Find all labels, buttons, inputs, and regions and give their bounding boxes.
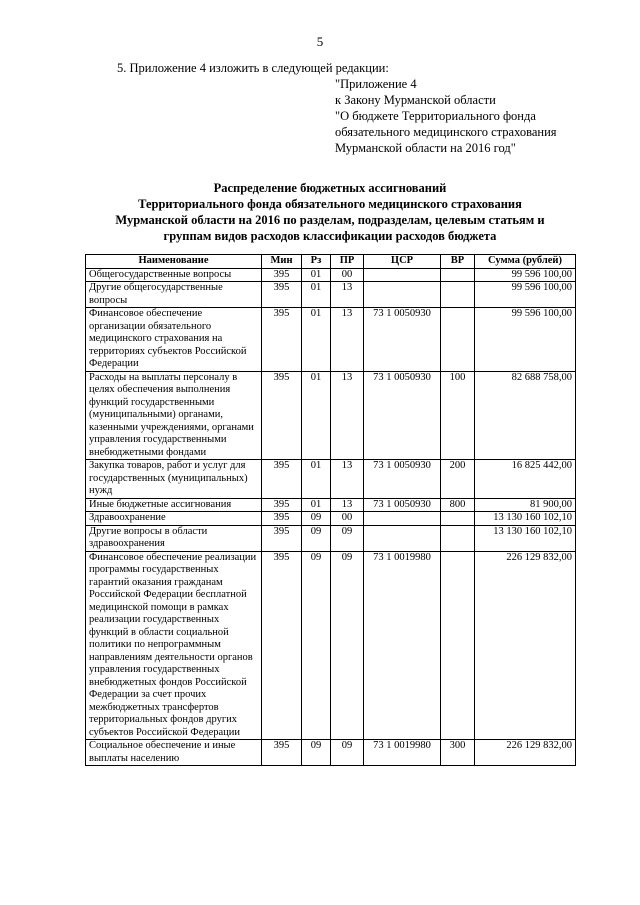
cell-min: 395 <box>262 460 302 499</box>
cell-csr: 73 1 0050930 <box>364 371 441 460</box>
cell-rz: 01 <box>302 308 331 372</box>
appendix-header <box>335 76 557 156</box>
title-line: Распределение бюджетных ассигнований <box>213 181 447 195</box>
cell-csr <box>364 512 441 526</box>
cell-name: Другие общегосударственные вопросы <box>86 282 262 308</box>
header-rz: Рз <box>302 255 331 269</box>
cell-pr: 09 <box>331 551 364 740</box>
title-line: Территориального фонда обязательного медицинского страхования <box>138 197 522 211</box>
cell-vr: 200 <box>441 460 475 499</box>
cell-sum: 81 900,00 <box>475 498 576 512</box>
table-row <box>86 551 576 740</box>
cell-csr: 73 1 0050930 <box>364 498 441 512</box>
cell-rz: 09 <box>302 551 331 740</box>
cell-vr: 300 <box>441 740 475 766</box>
document-title <box>60 180 600 244</box>
cell-pr: 13 <box>331 498 364 512</box>
cell-rz: 01 <box>302 371 331 460</box>
cell-sum: 16 825 442,00 <box>475 460 576 499</box>
header-pr: ПР <box>331 255 364 269</box>
cell-vr <box>441 512 475 526</box>
cell-rz: 09 <box>302 740 331 766</box>
cell-min: 395 <box>262 551 302 740</box>
table-row <box>86 740 576 766</box>
cell-rz: 01 <box>302 498 331 512</box>
table-row <box>86 525 576 551</box>
header-sum: Сумма (рублей) <box>475 255 576 269</box>
cell-name: Здравоохранение <box>86 512 262 526</box>
cell-pr: 13 <box>331 371 364 460</box>
cell-name: Общегосударственные вопросы <box>86 268 262 282</box>
cell-name: Социальное обеспечение и иные выплаты населению <box>86 740 262 766</box>
cell-name: Финансовое обеспечение реализации программы государственных гарантий оказания гражданам Российской Федерации бесплатной медицинской помощи в рамках реализации государственных функций в области социальной политики по непрограммным направлениям деятельности органов управления государственных внебюджетных фондов Российской Федерации за счет прочих межбюджетных трансфертов территориальных фондов других субъектов Российской Федерации <box>86 551 262 740</box>
cell-sum: 13 130 160 102,10 <box>475 512 576 526</box>
cell-csr: 73 1 0019980 <box>364 740 441 766</box>
cell-pr: 13 <box>331 308 364 372</box>
cell-pr: 00 <box>331 268 364 282</box>
cell-pr: 13 <box>331 282 364 308</box>
cell-vr <box>441 308 475 372</box>
table-row <box>86 282 576 308</box>
cell-rz: 01 <box>302 268 331 282</box>
cell-csr <box>364 268 441 282</box>
appendix-line: "Приложение 4 <box>335 77 417 91</box>
cell-sum: 82 688 758,00 <box>475 371 576 460</box>
cell-sum: 99 596 100,00 <box>475 268 576 282</box>
cell-rz: 01 <box>302 282 331 308</box>
cell-csr <box>364 525 441 551</box>
title-line: Мурманской области на 2016 по разделам, подразделам, целевым статьям и <box>115 213 545 227</box>
cell-name: Финансовое обеспечение организации обязательного медицинского страхования на территориях субъектов Российской Федерации <box>86 308 262 372</box>
cell-name: Закупка товаров, работ и услуг для государственных (муниципальных) нужд <box>86 460 262 499</box>
cell-vr: 800 <box>441 498 475 512</box>
cell-min: 395 <box>262 512 302 526</box>
header-csr: ЦСР <box>364 255 441 269</box>
cell-pr: 09 <box>331 740 364 766</box>
cell-min: 395 <box>262 525 302 551</box>
cell-vr: 100 <box>441 371 475 460</box>
cell-min: 395 <box>262 268 302 282</box>
cell-pr: 13 <box>331 460 364 499</box>
page-number: 5 <box>316 34 324 49</box>
cell-min: 395 <box>262 308 302 372</box>
cell-name: Расходы на выплаты персоналу в целях обеспечения выполнения функций государственными (муниципальными) органами, казенными учреждениями, органами управления государственными внебюджетными фондами <box>86 371 262 460</box>
cell-vr <box>441 282 475 308</box>
budget-table <box>85 254 576 766</box>
intro-text: 5. Приложение 4 изложить в следующей редакции: <box>117 61 389 75</box>
cell-csr: 73 1 0050930 <box>364 308 441 372</box>
header-vr: ВР <box>441 255 475 269</box>
cell-csr: 73 1 0050930 <box>364 460 441 499</box>
table-row <box>86 498 576 512</box>
cell-min: 395 <box>262 740 302 766</box>
cell-sum: 99 596 100,00 <box>475 282 576 308</box>
cell-pr: 00 <box>331 512 364 526</box>
cell-csr: 73 1 0019980 <box>364 551 441 740</box>
cell-sum: 99 596 100,00 <box>475 308 576 372</box>
header-name: Наименование <box>86 255 262 269</box>
table-row <box>86 460 576 499</box>
cell-name: Другие вопросы в области здравоохранения <box>86 525 262 551</box>
cell-vr <box>441 268 475 282</box>
table-header-row <box>86 255 576 269</box>
cell-min: 395 <box>262 282 302 308</box>
table-row <box>86 512 576 526</box>
cell-rz: 09 <box>302 525 331 551</box>
cell-csr <box>364 282 441 308</box>
cell-sum: 13 130 160 102,10 <box>475 525 576 551</box>
cell-pr: 09 <box>331 525 364 551</box>
cell-min: 395 <box>262 371 302 460</box>
appendix-line: обязательного медицинского страхования <box>335 125 557 139</box>
cell-rz: 09 <box>302 512 331 526</box>
cell-rz: 01 <box>302 460 331 499</box>
title-line: группам видов расходов классификации расходов бюджета <box>163 229 497 243</box>
cell-min: 395 <box>262 498 302 512</box>
table-row <box>86 268 576 282</box>
appendix-line: "О бюджете Территориального фонда <box>335 109 536 123</box>
appendix-line: к Закону Мурманской области <box>335 93 496 107</box>
header-min: Мин <box>262 255 302 269</box>
cell-name: Иные бюджетные ассигнования <box>86 498 262 512</box>
cell-sum: 226 129 832,00 <box>475 551 576 740</box>
table-row <box>86 308 576 372</box>
cell-vr <box>441 551 475 740</box>
cell-vr <box>441 525 475 551</box>
appendix-line: Мурманской области на 2016 год" <box>335 141 516 155</box>
table-row <box>86 371 576 460</box>
cell-sum: 226 129 832,00 <box>475 740 576 766</box>
